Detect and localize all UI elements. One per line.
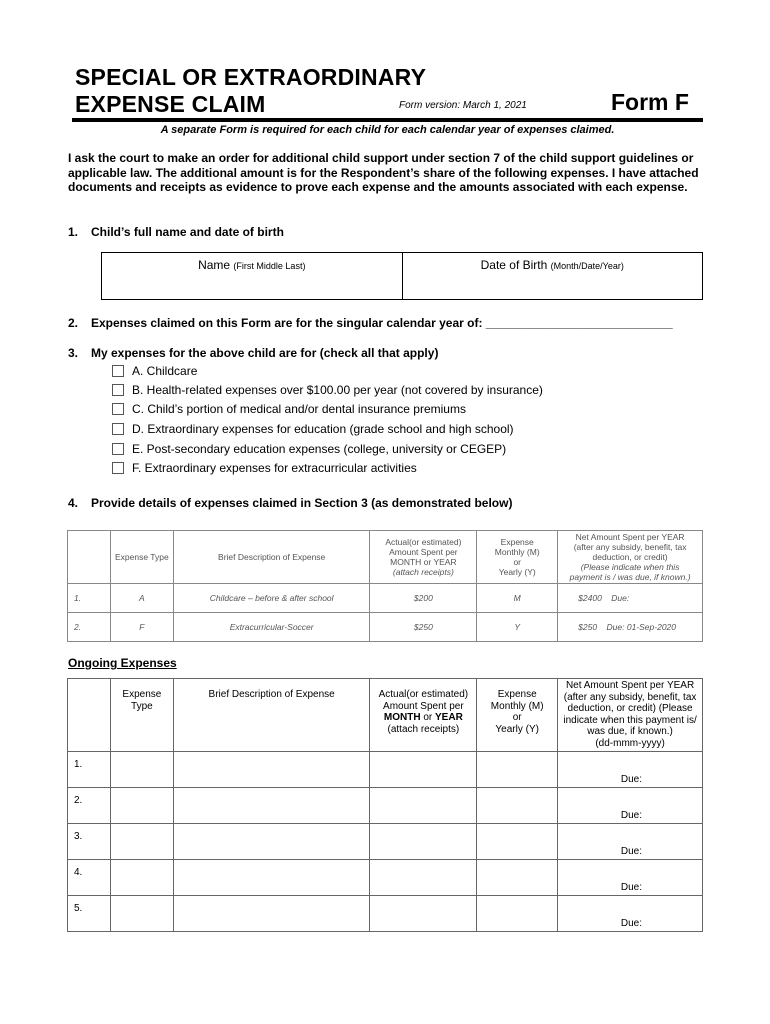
row-type: A [110,584,173,613]
ongoing-header-freq [477,679,558,752]
checkbox[interactable] [112,423,124,435]
section4-number: 4. [68,496,79,510]
header-line: deduction, or credit) [592,552,668,562]
header-line: Net Amount Spent per YEAR [575,532,685,542]
header-line: Yearly (Y) [495,723,539,735]
header-line: (Please indicate when this [580,562,680,572]
header-line: (attach receipts) [387,723,460,735]
ongoing-header-net [558,679,703,752]
header-line: Yearly (Y) [498,567,536,577]
option-education[interactable] [112,420,514,438]
description-input[interactable] [173,896,370,932]
amount-input[interactable] [370,788,477,824]
child-dob-field[interactable] [402,253,703,299]
header-bold: MONTH [383,712,421,723]
form-title-line1: SPECIAL OR EXTRAORDINARY [75,64,427,90]
option-label: D. Extraordinary expenses for education (grade school and high school) [132,422,514,436]
row-type: F [110,613,173,642]
example-expense-table [67,530,703,642]
option-health[interactable] [112,381,543,399]
header-line: Type [131,700,153,712]
ongoing-header-actual [370,679,477,752]
dob-label: Date of Birth [480,258,548,272]
row-net [558,584,703,613]
example-header-actual [370,531,477,584]
row-number: 3. [68,824,111,860]
child-name-field[interactable] [102,253,402,299]
header-line: Monthly (M) [494,547,540,557]
header-line: (after any subsidy, benefit, tax [563,691,697,703]
ongoing-header-num [68,679,111,752]
net-amount: $250 [578,622,598,632]
header-line: Amount Spent per [389,547,458,557]
section1-number: 1. [68,225,79,239]
amount-input[interactable] [370,896,477,932]
type-input[interactable] [110,752,173,788]
option-insurance[interactable] [112,400,466,418]
checkbox[interactable] [112,462,124,474]
row-number: 4. [68,860,111,896]
form-code: Form F [611,89,689,115]
amount-input[interactable] [370,860,477,896]
header-line: Expense [122,689,162,700]
subnote: A separate Form is required for each child for each calendar year of expenses claimed. [160,124,615,136]
calendar-year-field[interactable]: Expenses claimed on this Form are for the singular calendar year of: ____________________________ [91,316,673,330]
frequency-input[interactable] [477,752,558,788]
row-freq: M [477,584,558,613]
row-freq: Y [477,613,558,642]
row-desc: Childcare – before & after school [173,584,370,613]
frequency-input[interactable] [477,860,558,896]
header-line: (dd-mmm-yyyy) [595,737,665,749]
description-input[interactable] [173,752,370,788]
ongoing-header-desc: Brief Description of Expense [173,679,370,752]
header-line: (attach receipts) [392,567,454,577]
description-input[interactable] [173,860,370,896]
header-bold: YEAR [435,712,463,723]
table-row [68,788,703,824]
example-header-freq [477,531,558,584]
amount-input[interactable] [370,752,477,788]
example-row [68,613,703,642]
ongoing-expenses-table [67,678,703,932]
option-postsecondary[interactable] [112,440,506,458]
section2-number: 2. [68,316,79,330]
ongoing-header-row [68,679,703,752]
form-title-line2: EXPENSE CLAIM [75,91,266,117]
row-number: 5. [68,896,111,932]
checkbox[interactable] [112,365,124,377]
net-amount-input[interactable]: Due: [558,788,703,824]
net-amount-input[interactable]: Due: [558,824,703,860]
option-label: A. Childcare [132,364,198,378]
header-line: Expense [497,689,537,700]
row-number: 1. [68,584,111,613]
example-header-net [558,531,703,584]
checkbox[interactable] [112,384,124,396]
section3-heading: My expenses for the above child are for (check all that apply) [91,346,439,360]
row-number: 2. [68,613,111,642]
net-amount: $2400 [578,593,602,603]
example-header-row [68,531,703,584]
type-input[interactable] [110,896,173,932]
header-text: or [420,712,436,723]
header-line: Actual(or estimated) [385,537,462,547]
form-version: Form version: March 1, 2021 [399,100,527,111]
section4-heading: Provide details of expenses claimed in Section 3 (as demonstrated below) [91,496,513,510]
checkbox[interactable] [112,403,124,415]
section1-heading: Child’s full name and date of birth [91,225,284,239]
type-input[interactable] [110,788,173,824]
type-input[interactable] [110,860,173,896]
header-line: deduction, or credit) (Please [567,703,693,714]
table-row [68,752,703,788]
header-line: Monthly (M) [490,700,544,712]
header-line: Amount Spent per [383,700,464,712]
net-amount-input[interactable]: Due: [558,896,703,932]
table-row [68,896,703,932]
dob-hint: (Month/Date/Year) [550,261,624,271]
table-row [68,824,703,860]
intro-paragraph: I ask the court to make an order for additional child support under section 7 of the child support guidelines or applicable law. The additional amount is for the Respondent’s share of the following expenses. I have attached documents and receipts as evidence to prove each expense and the amounts associated with each expense. [68,151,699,194]
section3-number: 3. [68,346,79,360]
net-amount-input[interactable]: Due: [558,860,703,896]
header-line: indicate when this payment is/ [563,714,697,726]
row-amount: $200 [370,584,477,613]
row-number: 1. [68,752,111,788]
row-desc: Extracurricular-Soccer [173,613,370,642]
option-label: B. Health-related expenses over $100.00 per year (not covered by insurance) [132,383,543,397]
checkbox[interactable] [112,443,124,455]
header-line: Actual(or estimated) [378,689,469,700]
ongoing-header-type [110,679,173,752]
option-extracurricular[interactable] [112,459,417,477]
frequency-input[interactable] [477,788,558,824]
option-label: E. Post-secondary education expenses (college, university or CEGEP) [132,442,507,456]
description-input[interactable] [173,824,370,860]
header-line: MONTH or YEAR [390,557,457,567]
header-line: (after any subsidy, benefit, tax [573,542,687,552]
header-line [370,712,476,724]
option-label: F. Extraordinary expenses for extracurricular activities [132,461,417,475]
child-info-box [101,252,703,300]
example-header-desc: Brief Description of Expense [173,531,370,584]
net-amount-input[interactable]: Due: [558,752,703,788]
header-line: Expense [500,537,534,547]
header-line: Net Amount Spent per YEAR [565,680,695,691]
example-row [68,584,703,613]
header-line: was due, if known.) [587,726,673,737]
option-label: C. Child’s portion of medical and/or dental insurance premiums [132,402,466,416]
ongoing-expenses-heading: Ongoing Expenses [68,656,177,670]
header-line: or [512,712,522,723]
row-number: 2. [68,788,111,824]
table-row [68,860,703,896]
row-amount: $250 [370,613,477,642]
header-line: payment is / was due, if known.) [569,572,691,582]
net-due: Due: [611,593,630,603]
amount-input[interactable] [370,824,477,860]
row-net [558,613,703,642]
header-line: or [513,557,521,567]
type-input[interactable] [110,824,173,860]
title-rule [72,118,703,122]
name-label: Name [198,258,231,272]
name-hint: (First Middle Last) [233,261,306,271]
description-input[interactable] [173,788,370,824]
net-due: Due: 01-Sep-2020 [606,622,676,632]
frequency-input[interactable] [477,824,558,860]
example-header-type: Expense Type [110,531,173,584]
option-childcare[interactable] [112,362,197,380]
frequency-input[interactable] [477,896,558,932]
example-header-num [68,531,111,584]
